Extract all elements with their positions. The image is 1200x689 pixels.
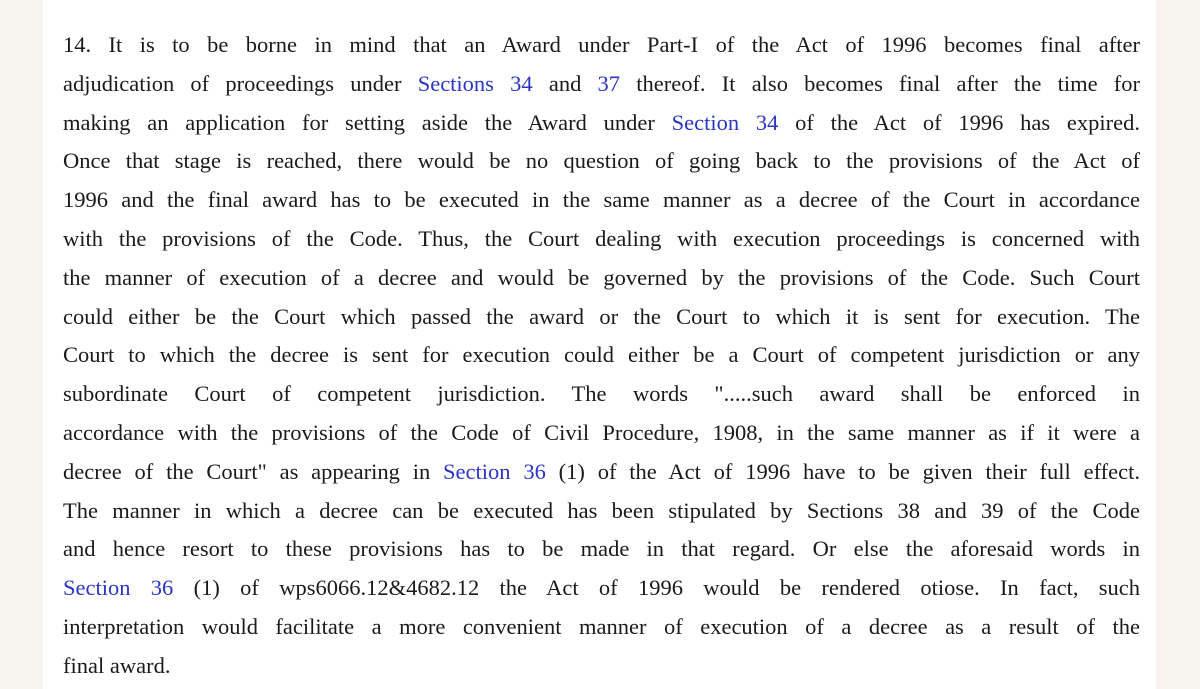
text-line	[63, 65, 1140, 104]
paragraph-14	[63, 26, 1140, 686]
section-reference-link[interactable]: Section 36	[443, 458, 546, 484]
text-run: The manner in which a decree can be executed has been stipulated by Sections 38 and 39 of the Code	[63, 497, 1140, 523]
text-line	[63, 647, 1140, 686]
section-reference-link[interactable]: Section 34	[671, 109, 779, 135]
text-run: with the provisions of the Code. Thus, the Court dealing with execution proceedings is concerned with	[63, 225, 1140, 251]
text-run: interpretation would facilitate a more convenient manner of execution of a decree as a result of the	[63, 613, 1140, 639]
text-line	[63, 26, 1140, 65]
text-run: thereof. It also becomes final after the time for	[620, 70, 1140, 96]
text-line	[63, 220, 1140, 259]
text-run: final award.	[63, 652, 171, 678]
text-run: decree of the Court" as appearing in	[63, 458, 444, 484]
text-line	[63, 492, 1140, 531]
text-line	[63, 336, 1140, 375]
text-run: 14. It is to be borne in mind that an Award under Part-I of the Act of 1996 becomes final after	[63, 32, 1140, 57]
text-run: (1) of the Act of 1996 have to be given their full effect.	[545, 458, 1140, 484]
text-run: of the Act of 1996 has expired.	[778, 109, 1140, 135]
text-run: the manner of execution of a decree and would be governed by the provisions of the Code. Such Court	[63, 264, 1140, 290]
text-run: 1996 and the final award has to be executed in the same manner as a decree of the Court in accordance	[63, 187, 1140, 213]
text-run: Court to which the decree is sent for execution could either be a Court of competent jurisdiction or any	[63, 342, 1140, 368]
text-run: and	[532, 70, 598, 96]
text-line	[63, 453, 1140, 492]
text-run: could either be the Court which passed the award or the Court to which it is sent for execution. The	[63, 303, 1140, 329]
text-line	[63, 259, 1140, 298]
text-line	[63, 142, 1140, 181]
section-reference-link[interactable]: Section 36	[63, 575, 174, 601]
text-run: (1) of wps6066.12&4682.12 the Act of 1996 would be rendered otiose. In fact, such	[173, 575, 1140, 601]
text-run: adjudication of proceedings under	[63, 70, 418, 96]
text-line	[63, 298, 1140, 337]
text-run: making an application for setting aside the Award under	[63, 109, 672, 135]
text-line	[63, 375, 1140, 414]
section-reference-link[interactable]: 37	[597, 70, 621, 96]
text-run: Once that stage is reached, there would be no question of going back to the provisions of the Act of	[63, 148, 1140, 174]
text-line	[63, 181, 1140, 220]
text-line	[63, 569, 1140, 608]
text-run: accordance with the provisions of the Code of Civil Procedure, 1908, in the same manner as if it were a	[63, 419, 1140, 445]
text-line	[63, 414, 1140, 453]
text-run: subordinate Court of competent jurisdiction. The words ".....such award shall be enforced in	[63, 381, 1140, 407]
text-line	[63, 104, 1140, 143]
text-line	[63, 608, 1140, 647]
text-line	[63, 530, 1140, 569]
text-run: and hence resort to these provisions has to be made in that regard. Or else the aforesaid words in	[63, 536, 1140, 562]
document-page	[43, 0, 1156, 689]
section-reference-link[interactable]: Sections 34	[417, 70, 533, 96]
